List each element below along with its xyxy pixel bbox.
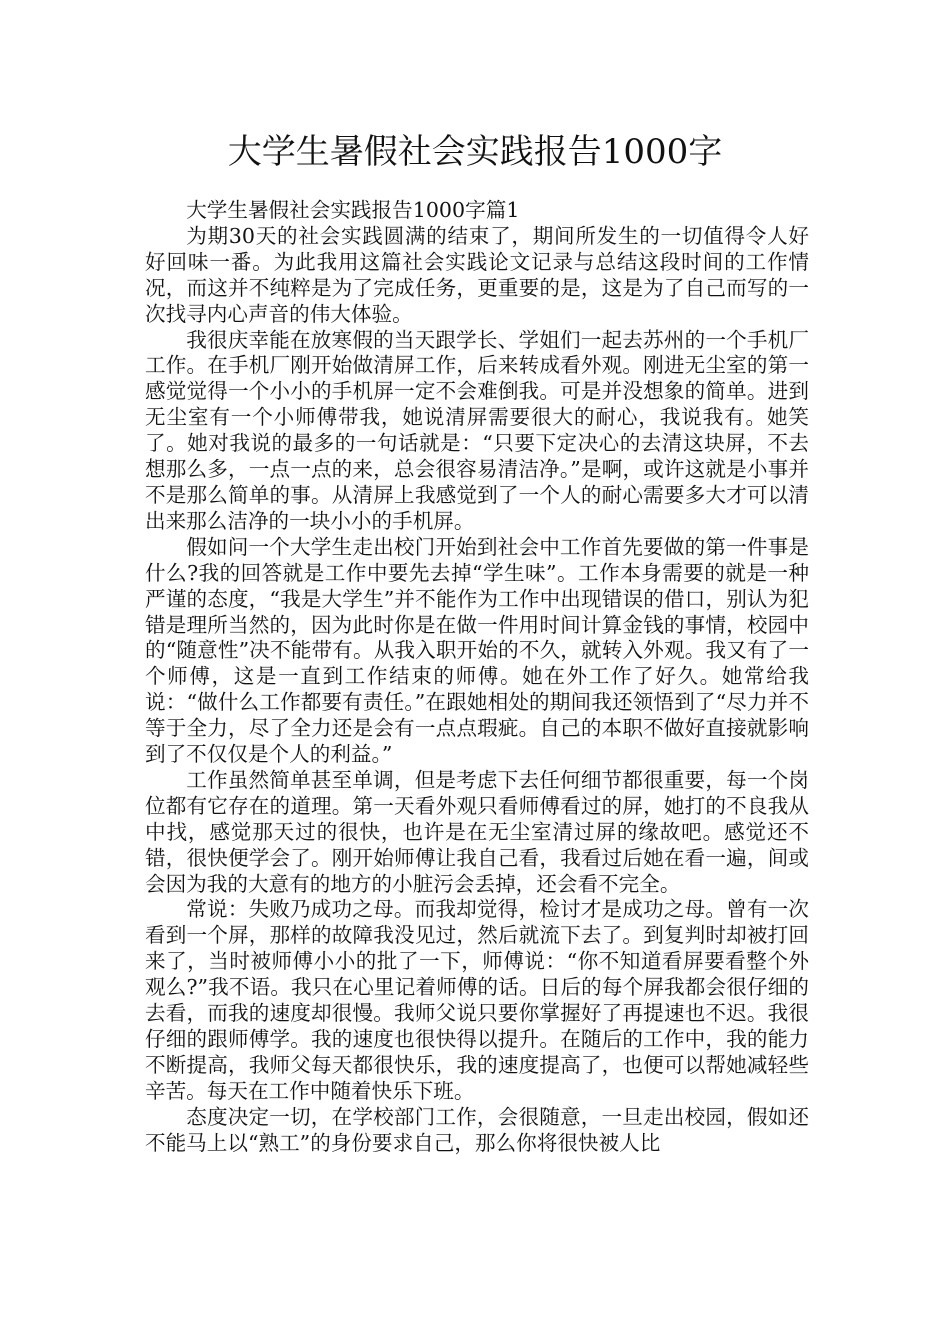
paragraph: 我很庆幸能在放寒假的当天跟学长、学姐们一起去苏州的一个手机厂工作。在手机厂刚开始做清屏工作，后来转成看外观。刚进无尘室的第一感觉觉得一个小小的手机屏一定不会难倒我。可是并没想象的简单。进到无尘室有一个小师傅带我，她说清屏需要很大的耐心，我说我有。她笑了。她对我说的最多的一句话就是：“只要下定决心的去清这块屏，不去想那么多，一点一点的来，总会很容易清洁净。”是啊，或许这就是小事并不是那么简单的事。从清屏上我感觉到了一个人的耐心需要多大才可以清出来那么洁净的一块小小的手机屏。	[145, 327, 809, 533]
paragraph: 态度决定一切，在学校部门工作，会很随意，一旦走出校园，假如还不能马上以“熟工”的身份要求自己，那么你将很快被人比	[145, 1104, 809, 1155]
paragraph: 工作虽然简单甚至单调，但是考虑下去任何细节都很重要，每一个岗位都有它存在的道理。第一天看外观只看师傅看过的屏，她打的不良我从中找，感觉那天过的很快，也许是在无尘室清过屏的缘故吧。感觉还不错，很快便学会了。刚开始师傅让我自己看，我看过后她在看一遍，间或会因为我的大意有的地方的小脏污会丢掉，还会看不完全。	[145, 767, 809, 896]
paragraph: 为期30天的社会实践圆满的结束了，期间所发生的一切值得令人好好回味一番。为此我用这篇社会实践论文记录与总结这段时间的工作情况，而这并不纯粹是为了完成任务，更重要的是，这是为了自己而写的一次找寻内心声音的伟大体验。	[145, 223, 809, 326]
document-body	[145, 198, 809, 1157]
document-title: 大学生暑假社会实践报告1000字	[227, 132, 723, 172]
paragraph: 常说：失败乃成功之母。而我却觉得，检讨才是成功之母。曾有一次看到一个屏，那样的故障我没见过，然后就流下去了。到复判时却被打回来了，当时被师傅小小的批了一下，师傅说：“你不知道看屏要看整个外观么?”我不语。我只在心里记着师傅的话。日后的每个屏我都会很仔细的去看，而我的速度却很慢。我师父说只要你掌握好了再提速也不迟。我很仔细的跟师傅学。我的速度也很快得以提升。在随后的工作中，我的能力不断提高，我师父每天都很快乐，我的速度提高了，也便可以帮她减轻些辛苦。每天在工作中随着快乐下班。	[145, 897, 809, 1103]
section-heading: 大学生暑假社会实践报告1000字篇1	[186, 198, 520, 222]
paragraph: 假如问一个大学生走出校门开始到社会中工作首先要做的第一件事是什么?我的回答就是工作中要先去掉“学生味”。工作本身需要的就是一种严谨的态度，“我是大学生”并不能作为工作中出现错误的借口，别认为犯错是理所当然的，因为此时你是在做一件用时间计算金钱的事情，校园中的“随意性”决不能带有。从我入职开始的不久，就转入外观。我又有了一个师傅，这是一直到工作结束的师傅。她在外工作了好久。她常给我说：“做什么工作都要有责任。”在跟她相处的期间我还领悟到了“尽力并不等于全力，尽了全力还是会有一点点瑕疵。自己的本职不做好直接就影响到了不仅仅是个人的利益。”	[145, 534, 809, 767]
